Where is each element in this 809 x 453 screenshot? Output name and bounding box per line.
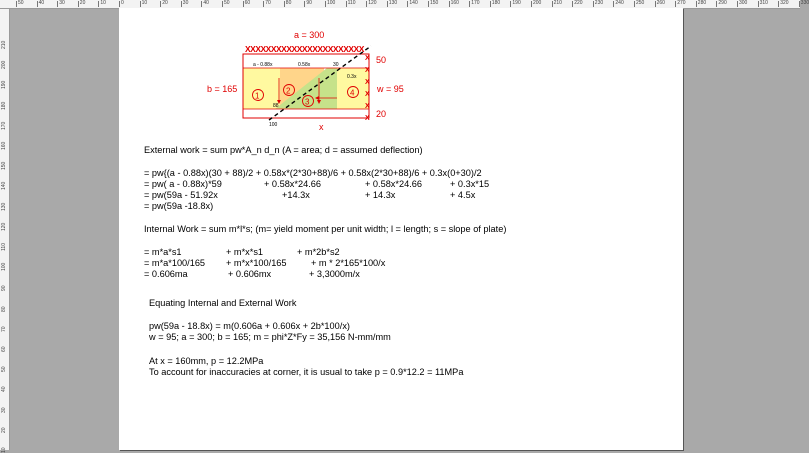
ruler-mark: 20 [162,0,168,6]
ruler-mark: 40 [38,0,45,6]
ruler-mark: 0 [121,0,124,6]
eq-term: = m*a*100/165 [144,258,206,268]
ruler-mark: 80 [285,0,292,6]
ruler-mark: 170 [1,121,7,130]
zone-number: 4 [350,88,355,98]
yield-line-diagram [119,8,683,138]
ruler-mark: 10 [1,447,7,453]
equation-line-2: w = 95; a = 300; b = 165; m = phi*Z*Fy = 35,156 N-mm/mm [149,332,391,342]
eq-term: + m*x*100/165 [226,258,287,268]
eq-term: + 4.5x [450,190,476,200]
ruler-mark: 230 [594,0,604,6]
ruler-mark: 320 [780,0,789,6]
ruler-mark: 50 [18,0,24,6]
eq-term: = 0.606ma [144,269,188,279]
eq-term: + m * 2*165*100/x [311,258,386,268]
eq-term: + 14.3x [365,190,396,200]
right-support-hatch: X [365,55,370,62]
ruler-mark: 140 [1,182,7,191]
ruler-mark: 20 [1,427,7,433]
dim-label: a - 0.88x [253,62,273,68]
ruler-mark: 100 [327,0,336,6]
dim-b-label: b = 165 [207,84,238,94]
eq-term: + 0.606mx [228,269,272,279]
external-work-line-4: = pw(59a -18.8x) [144,201,214,211]
ruler-mark: 190 [512,0,521,6]
ruler-mark: 60 [244,0,251,6]
ruler-mark: 190 [1,81,7,90]
external-work-line-3 [144,190,664,201]
dim-label: 0.58x [298,62,311,68]
ruler-mark: 210 [553,0,562,6]
ruler-mark: 160 [1,141,7,150]
ruler-mark: 150 [430,0,439,6]
result-line-1: At x = 160mm, p = 12.2MPa [149,356,264,366]
internal-work-line-2 [144,258,664,269]
external-work-line-1: = pw{(a - 0.88x)(30 + 88)/2 + 0.58x*(2*30+88)/6 + 0.58x(2*30+88)/6 + 0.3x(0+30)/2 [144,168,482,178]
vertical-ruler [0,9,10,453]
ruler-mark: 200 [533,0,542,6]
eq-term: + 0.58x*24.66 [264,179,321,189]
dim-label: 88 [273,103,279,109]
ruler-mark: 30 [182,0,189,6]
zone-number: 2 [286,86,291,96]
ruler-mark: 290 [718,0,727,6]
ruler-mark: 100 [1,262,7,272]
equating-heading: Equating Internal and External Work [149,298,297,308]
ruler-mark: 50 [224,0,230,6]
eq-term: + m*x*s1 [226,247,264,257]
dim-label: 0.3x [347,74,357,80]
ruler-mark: 330 [800,0,809,6]
right-support-hatch: X [365,91,370,98]
ruler-mark: 210 [1,40,7,49]
ruler-mark: 200 [1,60,7,70]
ruler-mark: 160 [450,0,459,6]
internal-work-line-1 [144,247,664,258]
right-support-hatch: X [365,79,370,86]
ruler-mark: 250 [636,0,645,6]
eq-term: + 0.58x*24.66 [365,179,422,189]
eq-term: + 0.3x*15 [450,179,490,189]
equation-line-1: pw(59a - 18.8x) = m(0.606a + 0.606x + 2b*100/x) [149,321,350,331]
ruler-mark: 30 [59,0,65,6]
ruler-mark: 20 [79,0,86,6]
external-work-line-2 [144,179,664,190]
right-support-hatch: X [365,103,370,110]
ruler-mark: 50 [1,366,7,373]
ruler-mark: 150 [1,161,7,171]
ruler-mark: 70 [265,0,271,6]
ruler-mark: 60 [1,346,7,352]
ruler-mark: 40 [203,0,209,6]
eq-term: = pw( a - 0.88x)*59 [144,179,222,189]
eq-term: + 3,3000m/x [309,269,360,279]
result-line-2: To account for inaccuracies at corner, it is usual to take p = 0.9*12.2 = 11MPa [149,367,464,377]
ruler-mark: 110 [1,243,7,251]
right-support-hatch: X [365,67,370,74]
ruler-mark: 70 [1,326,7,332]
ruler-mark: 130 [388,0,398,6]
ruler-mark: 310 [759,0,768,6]
internal-work-line-3 [144,269,664,280]
ruler-mark: 80 [1,306,7,312]
ruler-mark: 120 [368,0,377,6]
ruler-mark: 170 [471,0,480,6]
ruler-mark: 120 [1,222,7,231]
eq-term: = pw(59a - 51.92x [144,190,218,200]
ruler-mark: 90 [1,285,7,292]
ruler-mark: 140 [409,0,418,6]
top-support-hatch: XXXXXXXXXXXXXXXXXXXXXXX [245,44,364,54]
ruler-mark: 130 [1,202,7,211]
ruler-mark: 30 [1,407,7,413]
document-page [119,8,683,450]
dim-label: 100 [269,122,278,128]
ruler-mark: 300 [739,0,748,6]
dim-label: 30 [333,62,339,68]
external-work-heading: External work = sum pw*A_n d_n (A = area; d = assumed deflection) [144,145,423,155]
eq-term: +14.3x [282,190,310,200]
zone-number: 3 [305,97,310,107]
ruler-mark: 10 [100,0,106,6]
right-top-label: 50 [376,55,387,65]
eq-term: = m*a*s1 [144,247,182,257]
ruler-mark: 220 [574,0,583,6]
right-bottom-label: 20 [376,109,387,119]
ruler-mark: 180 [1,101,7,110]
ruler-mark: 40 [1,386,7,393]
eq-term: + m*2b*s2 [297,247,340,257]
zone-number: 1 [255,91,260,101]
ruler-mark: 240 [615,0,624,6]
right-support-hatch: X [365,115,370,122]
ruler-mark: 280 [697,0,707,6]
ruler-mark: 180 [491,0,501,6]
ruler-mark: 10 [141,0,148,6]
ruler-mark: 110 [347,0,356,6]
ruler-mark: 260 [656,0,665,6]
dim-a-label: a = 300 [294,30,325,40]
dim-w-label: w = 95 [377,84,404,94]
ruler-mark: 270 [677,0,686,6]
dim-x-label: x [319,122,324,132]
ruler-mark: 90 [306,0,312,6]
internal-work-heading: Internal Work = sum m*l*s; (m= yield moment per unit width; l = length; s = slope of plate) [144,224,507,234]
